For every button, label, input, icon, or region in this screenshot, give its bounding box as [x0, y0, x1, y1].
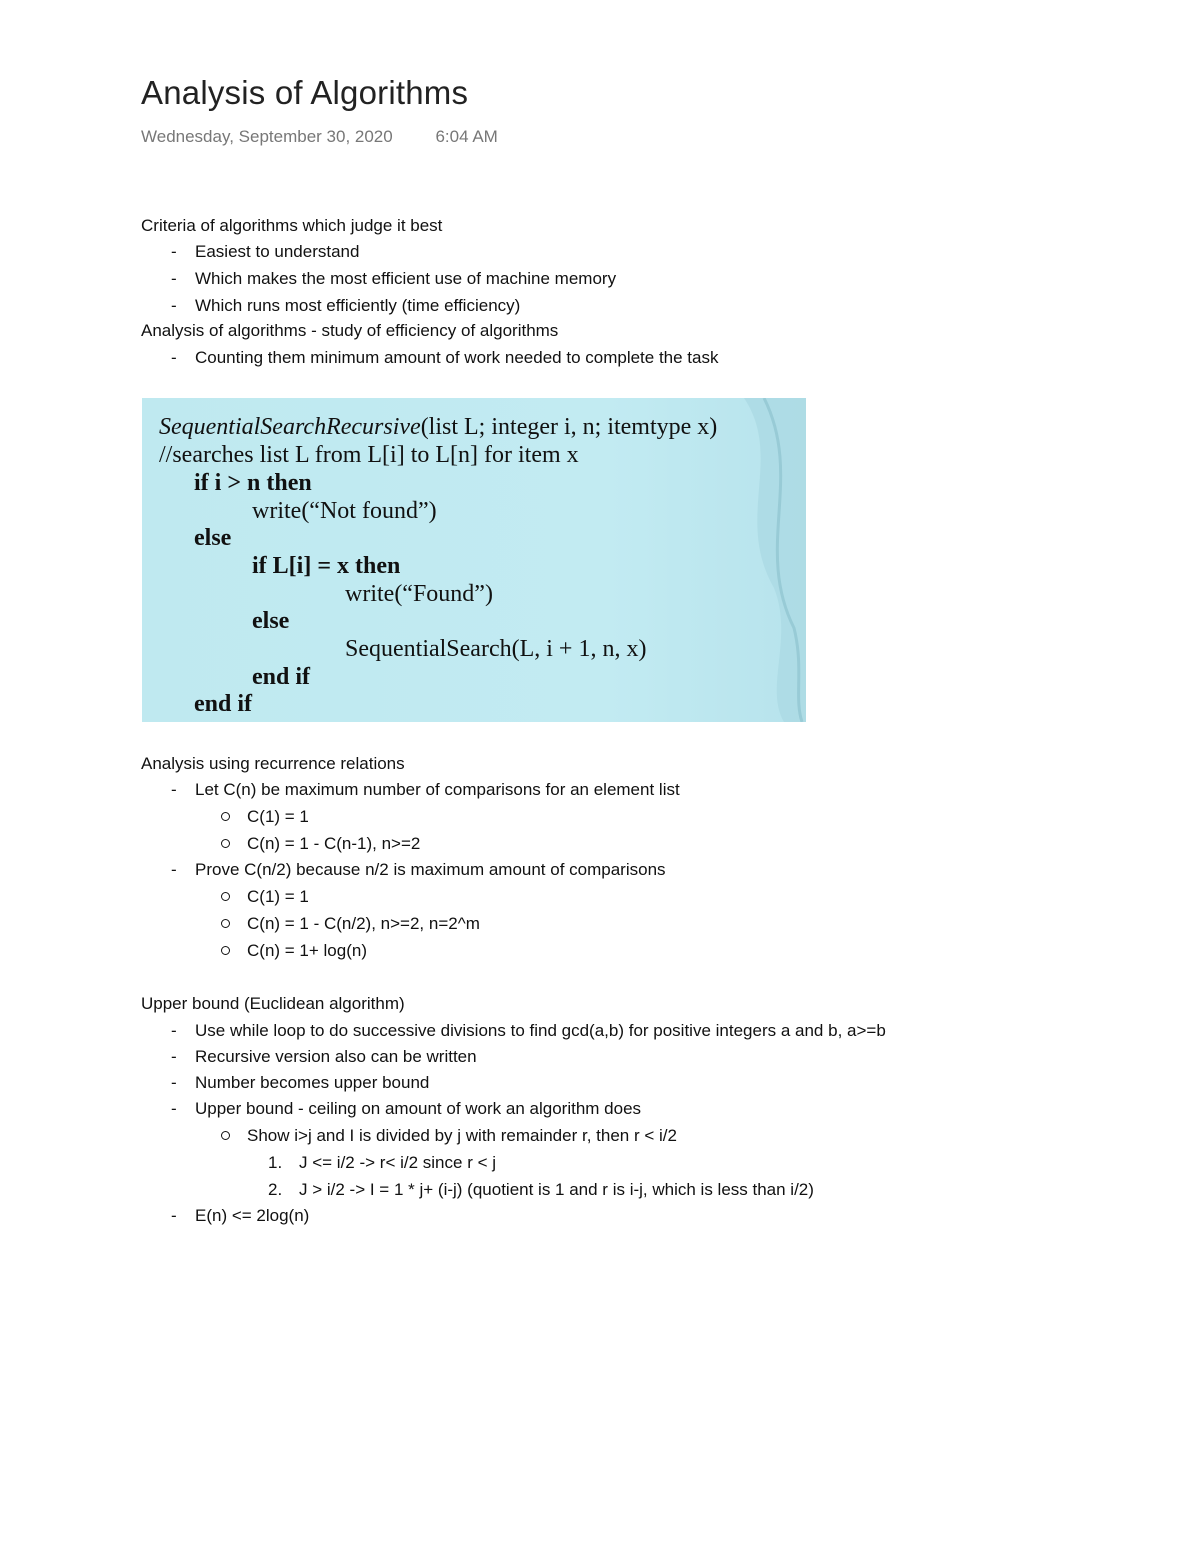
code-line: else	[252, 608, 290, 634]
code-line: end if	[194, 691, 253, 717]
bullet-circle	[221, 839, 230, 848]
bullet-dash: -	[171, 269, 177, 288]
numbered-marker: 1.	[268, 1153, 283, 1172]
code-line: write(“Not found”)	[252, 498, 437, 524]
bullet-dash: -	[171, 780, 177, 799]
criteria-heading: Criteria of algorithms which judge it best	[141, 216, 443, 235]
code-line: if i > n then	[194, 470, 312, 496]
recurrence-item: Let C(n) be maximum number of comparisons for an element list	[195, 780, 680, 799]
code-function-args: (list L; integer i, n; itemtype x)	[420, 414, 718, 440]
bullet-dash: -	[171, 860, 177, 879]
page-date: Wednesday, September 30, 2020	[141, 127, 393, 146]
recurrence-subitem: C(n) = 1 - C(n-1), n>=2	[247, 834, 421, 853]
upper-bound-item: Recursive version also can be written	[195, 1047, 477, 1066]
page-title: Analysis of Algorithms	[141, 74, 469, 111]
code-line: end if	[252, 664, 311, 690]
recurrence-subitem: C(1) = 1	[247, 887, 309, 906]
upper-bound-item: Number becomes upper bound	[195, 1073, 430, 1092]
recurrence-subitem: C(n) = 1 - C(n/2), n>=2, n=2^m	[247, 914, 480, 933]
bullet-dash: -	[171, 1073, 177, 1092]
recurrence-subitem: C(n) = 1+ log(n)	[247, 941, 367, 960]
numbered-marker: 2.	[268, 1180, 283, 1199]
bullet-circle	[221, 919, 230, 928]
recurrence-item: Prove C(n/2) because n/2 is maximum amount of comparisons	[195, 860, 666, 879]
criteria-item: Easiest to understand	[195, 242, 360, 261]
criteria-item: Which makes the most efficient use of machine memory	[195, 269, 617, 288]
upper-bound-item: Upper bound - ceiling on amount of work an algorithm does	[195, 1099, 642, 1118]
bullet-dash: -	[171, 1047, 177, 1066]
bullet-dash: -	[171, 242, 177, 261]
bullet-circle	[221, 892, 230, 901]
analysis-heading: Analysis of algorithms - study of efficiency of algorithms	[141, 321, 559, 340]
upper-bound-item: E(n) <= 2log(n)	[195, 1206, 310, 1225]
recurrence-heading: Analysis using recurrence relations	[141, 754, 405, 773]
upper-bound-subitem: Show i>j and I is divided by j with remainder r, then r < i/2	[247, 1126, 677, 1145]
upper-bound-heading: Upper bound (Euclidean algorithm)	[141, 994, 405, 1013]
criteria-item: Which runs most efficiently (time efficiency)	[195, 296, 521, 315]
code-line: SequentialSearch(L, i + 1, n, x)	[345, 636, 647, 662]
code-function-name: SequentialSearchRecursive	[159, 414, 421, 440]
code-line: else	[194, 525, 232, 551]
upper-bound-item: Use while loop to do successive divisions to find gcd(a,b) for positive integers a and b, a>=b	[195, 1021, 886, 1040]
bullet-dash: -	[171, 296, 177, 315]
bullet-circle	[221, 1131, 230, 1140]
recurrence-subitem: C(1) = 1	[247, 807, 309, 826]
bullet-dash: -	[171, 348, 177, 367]
code-comment: //searches list L from L[i] to L[n] for item x	[159, 442, 579, 468]
pseudocode-image	[142, 398, 806, 722]
code-line: if L[i] = x then	[252, 553, 401, 579]
analysis-item: Counting them minimum amount of work needed to complete the task	[195, 348, 719, 367]
bullet-dash: -	[171, 1206, 177, 1225]
numbered-item: J <= i/2 -> r< i/2 since r < j	[299, 1153, 497, 1172]
page-time: 6:04 AM	[435, 127, 498, 146]
bullet-circle	[221, 946, 230, 955]
code-line: write(“Found”)	[345, 581, 493, 607]
bullet-dash: -	[171, 1099, 177, 1118]
code-signature	[159, 413, 717, 441]
decorative-wing-graphic	[724, 398, 806, 722]
page-meta	[141, 127, 498, 147]
numbered-item: J > i/2 -> I = 1 * j+ (i-j) (quotient is 1 and r is i-j, which is less than i/2)	[299, 1180, 814, 1199]
bullet-circle	[221, 812, 230, 821]
bullet-dash: -	[171, 1021, 177, 1040]
